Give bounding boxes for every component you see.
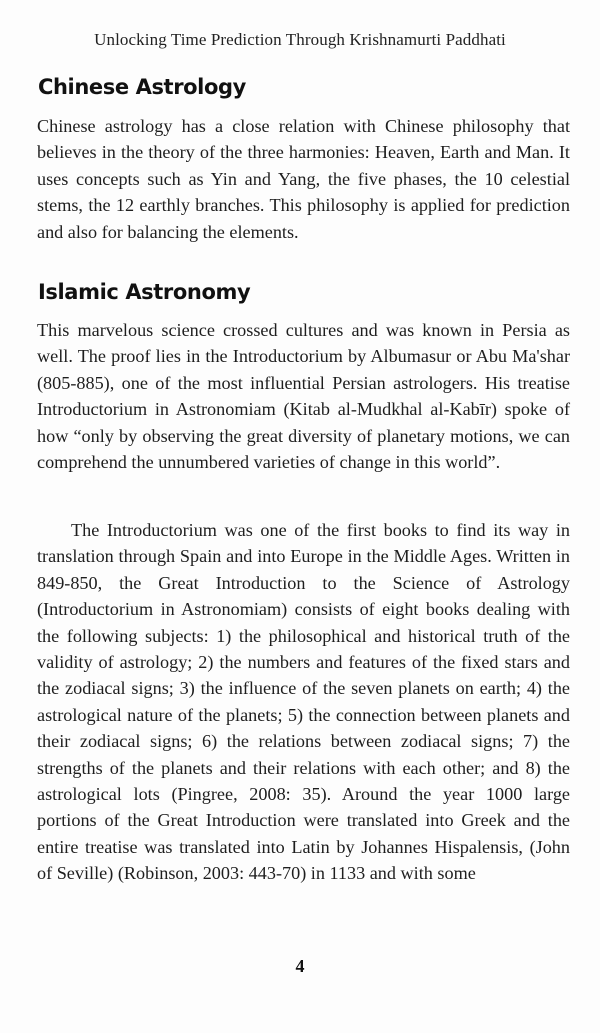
section-heading-islamic-astronomy: Islamic Astronomy <box>38 280 251 304</box>
paragraph-chinese-astrology: Chinese astrology has a close relation with Chinese philosophy that believes in the theory of the three harmonies: Heaven, Earth and Man. It uses concepts such as Yin and Yang, the five phases, the 10 celestial stems, the 12 earthly branches. This philosophy is applied for prediction and also for balancing the elements. <box>37 116 570 242</box>
page-number: 4 <box>295 956 305 976</box>
paragraph-introductorium: The Introductorium was one of the first books to find its way in translation through Spain and into Europe in the Middle Ages. Written in 849-850, the Great Introduction to the Science of Astrology (Introductorium in Astronomiam) consists of eight books dealing with the following subjects: 1) the philosophical and historical truth of the validity of astrology; 2) the numbers and features of the fixed stars and the zodiacal signs; 3) the influence of the seven planets on earth; 4) the astrological nature of the planets; 5) the connection between planets and their zodiacal signs; 6) the relations between zodiacal signs; 7) the strengths of the planets and their relations with each other; and 8) the astrological lots (Pingree, 2008: 35). Around the year 1000 large portions of the Great Introduction were translated into Greek and the entire treatise was translated into Latin by Johannes Hispalensis, (John of Seville) (Robinson, 2003: 443-70) in 1133 and with some <box>37 520 570 884</box>
section-heading-chinese-astrology: Chinese Astrology <box>38 75 246 99</box>
paragraph-islamic-astronomy-intro: This marvelous science crossed cultures and was known in Persia as well. The proof lies in the Introductorium by Albumasur or Abu Ma'shar (805-885), one of the most influential Persian astrologers. His treatise Introductorium in Astronomiam (Kitab al-Mudkhal al-Kabīr) spoke of how “only by observing the great diversity of planetary motions, we can comprehend the unnumbered varieties of change in this world”. <box>37 320 570 473</box>
running-header: Unlocking Time Prediction Through Krishnamurti Paddhati <box>94 30 506 49</box>
